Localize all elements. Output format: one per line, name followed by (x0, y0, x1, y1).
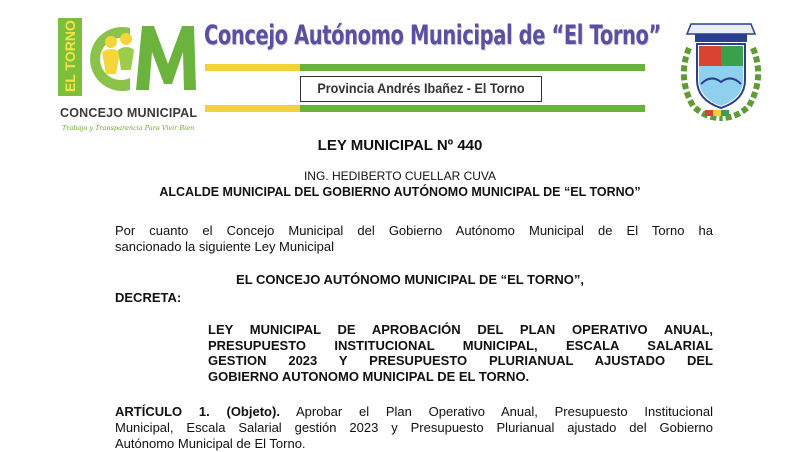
law-title (208, 322, 713, 384)
law-title-line: GESTION 2023 Y PRESUPUESTO PLURIANUAL AJUSTADO DEL (208, 353, 713, 368)
council-title: Concejo Autónomo Municipal de “El Torno” (204, 20, 661, 51)
mayor-role: ALCALDE MUNICIPAL DEL GOBIERNO AUTÓNOMO MUNICIPAL DE “EL TORNO” (159, 185, 641, 199)
law-number: LEY MUNICIPAL Nº 440 (317, 137, 483, 154)
logo-name: CONCEJO MUNICIPAL (60, 106, 198, 120)
preamble-paragraph (115, 223, 713, 255)
preamble-line: Por cuanto el Concejo Municipal del Gobierno Autónomo Municipal de El Torno ha (115, 223, 713, 238)
province-text: Provincia Andrés Ibañez - El Torno (317, 80, 525, 96)
decreta-label: DECRETA: (115, 290, 182, 305)
top-color-bar (205, 64, 645, 71)
article-line (115, 404, 713, 420)
law-title-line: LEY MUNICIPAL DE APROBACIÓN DEL PLAN OPERATIVO ANUAL, (208, 322, 713, 337)
logo-slogan: Trabajo y Transparencia Para Vivir Bien (62, 124, 195, 132)
cm-logo-icon (58, 18, 198, 98)
municipal-seal-icon (675, 18, 767, 122)
article-line: Municipal, Escala Salarial gestión 2023 y Presupuesto Plurianual ajustado del Gobierno (115, 420, 713, 435)
article-heading: ARTÍCULO 1. (Objeto). (115, 404, 280, 419)
article-line: Autónomo Municipal de El Torno. (115, 436, 306, 451)
preamble-line: sancionado la siguiente Ley Municipal (115, 239, 334, 254)
concejo-logo (58, 18, 208, 132)
law-title-line: GOBIERNO AUTONOMO MUNICIPAL DE EL TORNO. (208, 368, 530, 384)
province-box (300, 76, 542, 102)
council-decree-heading: EL CONCEJO AUTÓNOMO MUNICIPAL DE “EL TORNO”, (236, 272, 584, 287)
logo-vertical-text: EL TORNO (62, 20, 78, 92)
mayor-name: ING. HEDIBERTO CUELLAR CUVA (303, 169, 497, 183)
law-title-line: PRESUPUESTO INSTITUCIONAL MUNICIPAL, ESCALA SALARIAL (208, 337, 713, 353)
bottom-color-bar (205, 105, 645, 112)
article-text: Aprobar el Plan Operativo Anual, Presupuesto Institucional (295, 404, 713, 419)
